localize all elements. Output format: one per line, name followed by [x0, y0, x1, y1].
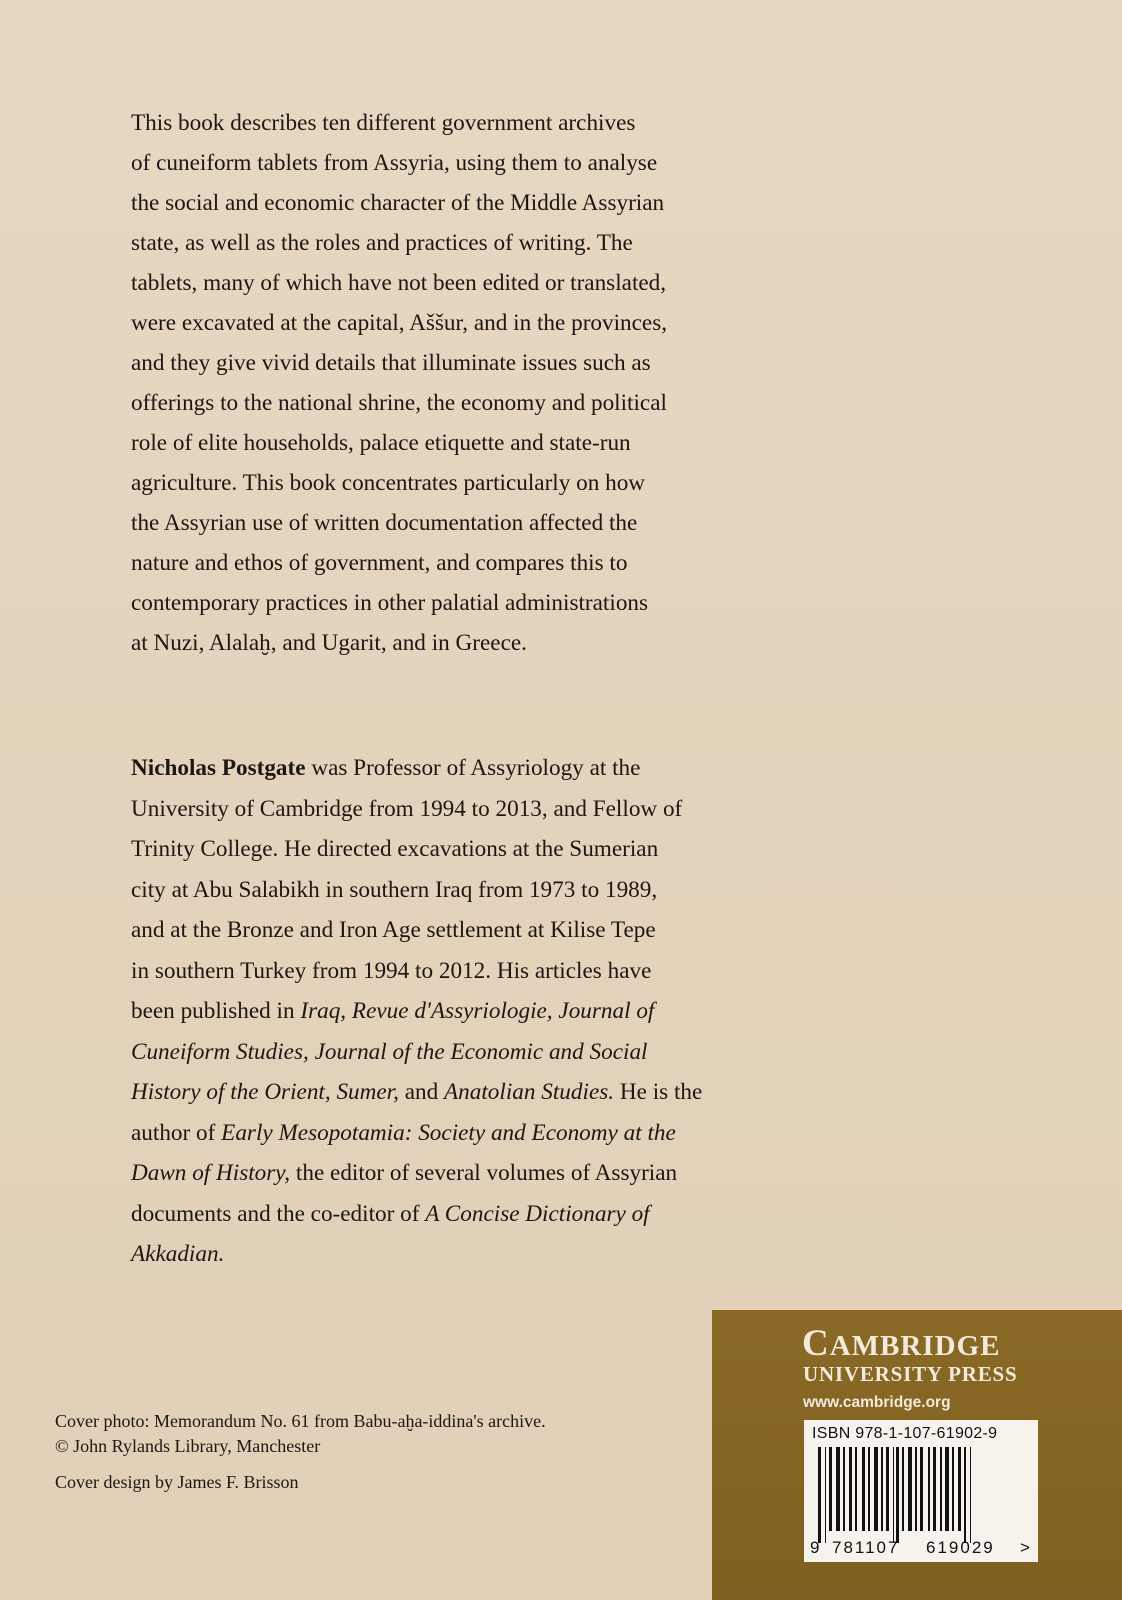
book-title: Early Mesopotamia: Society and Economy at the	[221, 1119, 676, 1146]
barcode-digit-first: 9	[810, 1538, 822, 1557]
barcode-bar	[886, 1447, 889, 1531]
blurb-line: the social and economic character of the Middle Assyrian	[131, 190, 665, 216]
barcode-digits-right: 619029	[926, 1538, 995, 1557]
barcode-bar	[825, 1447, 826, 1543]
blurb-line: tablets, many of which have not been edited or translated,	[131, 270, 667, 296]
barcode-label	[804, 1420, 1038, 1562]
blurb-line: offerings to the national shrine, the economy and political	[131, 390, 667, 416]
barcode-bar	[940, 1447, 942, 1531]
bio-line: Trinity College. He directed excavations at the Sumerian	[131, 836, 659, 862]
blurb-line: This book describes ten different government archives	[131, 110, 636, 136]
journal-titles: Cuneiform Studies, Journal of the Economic and Social	[131, 1038, 648, 1065]
barcode-bar	[893, 1447, 894, 1543]
barcode-bar	[849, 1447, 852, 1531]
bio-line: History of the Orient, Sumer, and Anatolian Studies. He is the	[131, 1079, 703, 1105]
barcode-bar	[933, 1447, 936, 1531]
barcode-bar	[829, 1447, 832, 1531]
barcode-bar	[874, 1447, 878, 1531]
journal-titles: History of the Orient, Sumer,	[131, 1079, 399, 1105]
barcode-bar	[862, 1447, 865, 1531]
journal-titles: Anatolian Studies.	[444, 1079, 615, 1105]
blurb-line: nature and ethos of government, and compares this to	[131, 550, 628, 576]
bio-line: and at the Bronze and Iron Age settlement at Kilise Tepe	[131, 917, 656, 943]
publisher-logo: CAMBRIDGE	[802, 1323, 1001, 1364]
copyright-line: © John Rylands Library, Manchester	[55, 1436, 321, 1456]
barcode-bar	[952, 1447, 954, 1531]
barcode-bar	[902, 1447, 904, 1531]
cover-credits	[55, 1409, 695, 1495]
barcode-bar	[970, 1447, 971, 1543]
barcode-bar	[945, 1447, 949, 1531]
blurb-line: were excavated at the capital, Aššur, and in the provinces,	[131, 310, 668, 336]
barcode-end-mark: >	[1020, 1538, 1032, 1557]
bio-line: Dawn of History, the editor of several volumes of Assyrian	[131, 1160, 678, 1186]
publisher-panel	[712, 1310, 1122, 1600]
blurb-paragraph	[131, 103, 811, 663]
barcode-bar	[818, 1447, 821, 1543]
author-name: Nicholas Postgate	[131, 755, 306, 781]
publisher-url: www.cambridge.org	[803, 1394, 951, 1411]
bio-line: in southern Turkey from 1994 to 2012. His articles have	[131, 957, 652, 984]
barcode-bar	[964, 1447, 966, 1543]
book-title: A Concise Dictionary of	[425, 1200, 650, 1227]
bio-line: documents and the co-editor of A Concise Dictionary of	[131, 1200, 650, 1227]
barcode-bar	[915, 1447, 917, 1531]
blurb-line: the Assyrian use of written documentation affected the	[131, 510, 638, 536]
blurb-line: contemporary practices in other palatial administrations	[131, 590, 649, 616]
author-bio	[131, 748, 821, 1275]
barcode-bar	[868, 1447, 870, 1531]
blurb-line: role of elite households, palace etiquette and state-run	[131, 430, 631, 456]
blurb-line: at Nuzi, Alalaḫ, and Ugarit, and in Greece.	[131, 630, 527, 656]
bio-line: University of Cambridge from 1994 to 2013, and Fellow of	[131, 795, 683, 822]
bio-line	[131, 1032, 821, 1073]
blurb-line: and they give vivid details that illuminate issues such as	[131, 350, 651, 376]
barcode-digits-left: 781107	[832, 1538, 900, 1557]
barcode-bar	[881, 1447, 883, 1531]
book-title: Dawn of History,	[131, 1160, 291, 1186]
cover-photo-credit: Cover photo: Memorandum No. 61 from Babu-aḫa-iddina's archive.	[55, 1411, 546, 1431]
barcode-bar	[928, 1447, 930, 1531]
isbn-text: ISBN 978-1-107-61902-9	[812, 1425, 998, 1442]
bio-line: Nicholas Postgate was Professor of Assyriology at the	[131, 755, 641, 781]
bio-line	[131, 1234, 821, 1275]
book-title: Akkadian.	[131, 1241, 225, 1267]
barcode-bar	[896, 1447, 899, 1543]
bio-line: author of Early Mesopotamia: Society and Economy at the	[131, 1119, 676, 1146]
cover-design-credit: Cover design by James F. Brisson	[55, 1472, 299, 1492]
barcode-icon	[818, 1447, 1018, 1539]
blurb-line: agriculture. This book concentrates particularly on how	[131, 470, 646, 496]
blurb-line: state, as well as the roles and practices of writing. The	[131, 230, 633, 256]
barcode-bar	[836, 1447, 840, 1531]
barcode-bar	[843, 1447, 845, 1531]
publisher-subtitle: UNIVERSITY PRESS	[803, 1362, 1018, 1386]
barcode-bar	[855, 1447, 857, 1531]
bio-line: been published in Iraq, Revue d'Assyriologie, Journal of	[131, 998, 655, 1024]
bio-line: city at Abu Salabikh in southern Iraq from 1973 to 1989,	[131, 876, 658, 903]
barcode-bar	[958, 1447, 961, 1531]
journal-titles: Iraq, Revue d'Assyriologie, Journal of	[300, 998, 655, 1024]
blurb-line: of cuneiform tablets from Assyria, using them to analyse	[131, 150, 658, 176]
barcode-bar	[920, 1447, 923, 1531]
barcode-bar	[908, 1447, 912, 1531]
